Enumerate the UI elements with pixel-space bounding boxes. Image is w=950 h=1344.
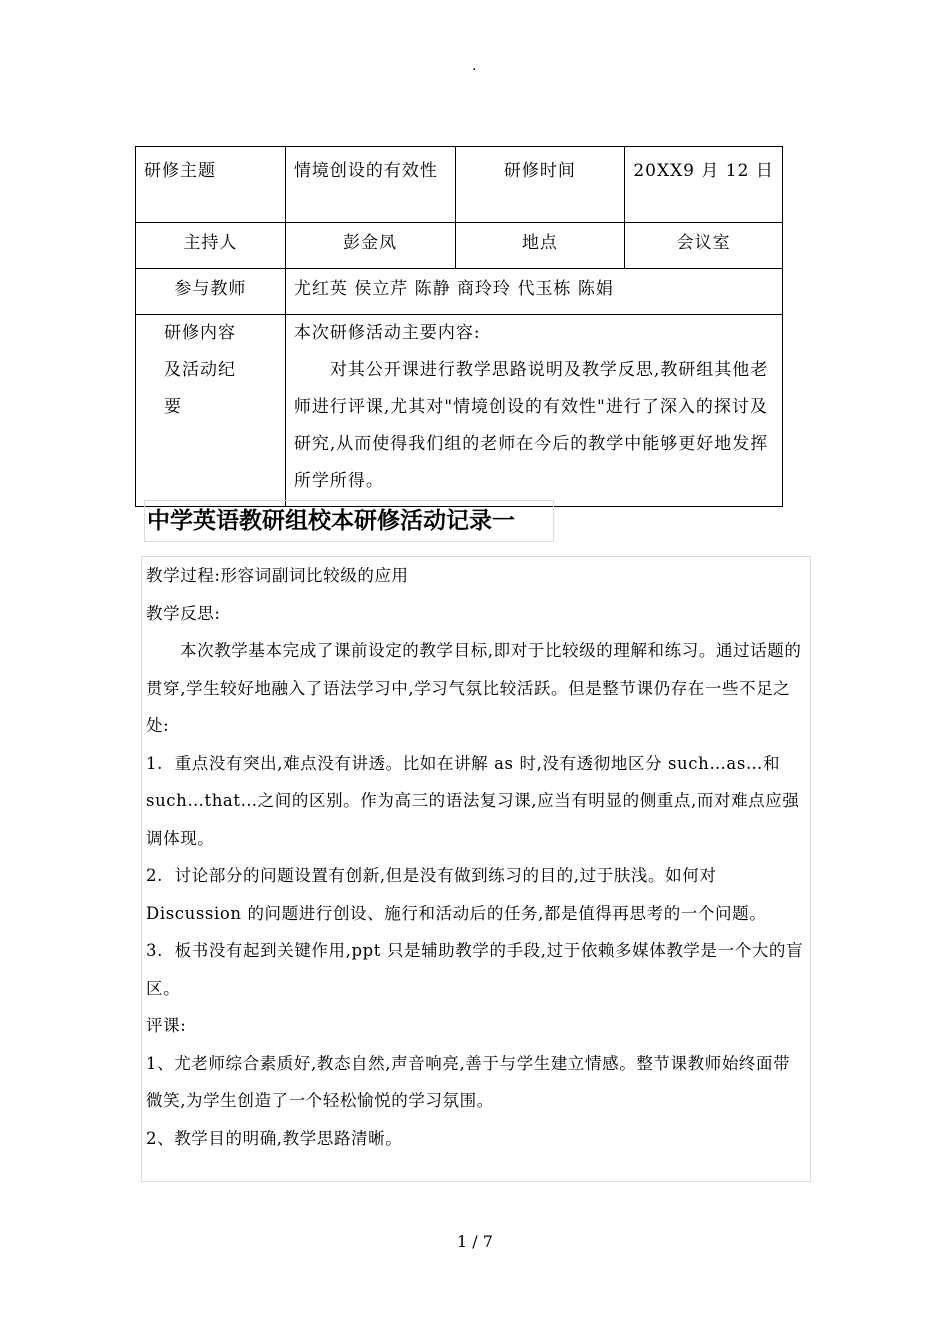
record-content (141, 556, 811, 1182)
host-label: 主持人 (183, 233, 238, 253)
page-mark: . (472, 58, 477, 74)
reflect-label: 教学反思: (146, 603, 221, 623)
reflect-body: 本次教学基本完成了课前设定的教学目标,即对于比较级的理解和练习。通过话题的贯穿,学生较好地融入了语法学习中,学习气氛比较活跃。但是整节课仍存在一些不足之处: (146, 641, 802, 735)
time-value: 20XX9 月 12 日 (633, 161, 774, 181)
info-table (135, 146, 783, 507)
review-item-1: 1、尤老师综合素质好,教态自然,声音响亮,善于与学生建立情感。整节课教师始终面带微笑,为学生创造了一个轻松愉悦的学习氛围。 (146, 1053, 791, 1110)
reflect-item-1: 1. 重点没有突出,难点没有讲透。比如在讲解 as 时,没有透彻地区分 such…as…和 such…that…之间的区别。作为高三的语法复习课,应当有明显的侧重点,而对难点应强调体现。 (146, 753, 800, 848)
review-label: 评课: (146, 1016, 187, 1035)
table-row (136, 223, 783, 269)
page-number: 1 / 7 (457, 1232, 493, 1251)
topic-label: 研修主题 (144, 161, 216, 181)
content-intro: 本次研修活动主要内容: (293, 323, 481, 343)
reflect-item-2: 2. 讨论部分的问题设置有创新,但是没有做到练习的目的,过于肤浅。如何对 Discussion 的问题进行创设、施行和活动后的任务,都是值得再思考的一个问题。 (146, 866, 767, 923)
time-label: 研修时间 (503, 161, 576, 181)
table-row (136, 147, 783, 223)
host-value: 彭金凤 (343, 233, 398, 253)
participants-value: 尤红英 侯立芹 陈静 商玲玲 代玉栋 陈娟 (293, 279, 614, 299)
table-row (136, 315, 783, 507)
place-value: 会议室 (676, 233, 731, 253)
page-title: 中学英语教研组校本研修活动记录一 (144, 500, 554, 542)
process-line: 教学过程:形容词副词比较级的应用 (146, 566, 409, 585)
participants-label: 参与教师 (174, 279, 247, 299)
reflect-item-3: 3. 板书没有起到关键作用,ppt 只是辅助教学的手段,过于依赖多媒体教学是一个大的盲区。 (146, 941, 804, 998)
review-item-2: 2、教学目的明确,教学思路清晰。 (146, 1128, 403, 1148)
content-label: 研修内容及活动纪要 (164, 323, 236, 417)
content-body: 对其公开课进行教学思路说明及教学反思,教研组其他老师进行评课,尤其对"情境创设的有效性"进行了深入的探讨及研究,从而使得我们组的老师在今后的教学中能够更好地发挥所学所得。 (293, 360, 769, 491)
place-label: 地点 (521, 233, 558, 253)
table-row (136, 269, 783, 315)
topic-value: 情境创设的有效性 (293, 161, 438, 181)
